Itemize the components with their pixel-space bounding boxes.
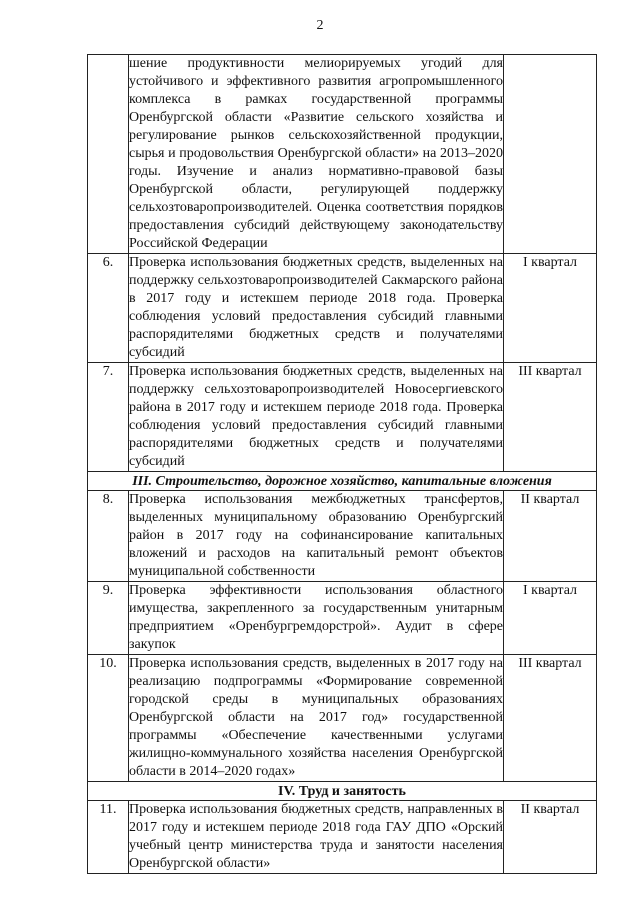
row-description: Проверка использования бюджетных средств, выделенных на поддержку сельхозтоваропроизводителей Сакмарского района в 2017 году и истекшем периоде 2018 года. Проверка соблюдения условий предоставления субсидий главными распорядителями бюджетных средств и получателями субсидий	[129, 255, 503, 360]
section-title: IV. Труд и занятость	[88, 782, 597, 801]
table-row	[88, 55, 597, 254]
row-period: II квартал	[504, 491, 597, 582]
row-description: Проверка использования межбюджетных трансфертов, выделенных муниципальному образованию Оренбургский район в 2017 году на софинансирование капитальных вложений и расходов на капитальный ремонт объектов муниципальной собственности	[129, 492, 503, 579]
section-title: III. Строительство, дорожное хозяйство, капитальные вложения	[88, 472, 597, 491]
table-row	[88, 655, 597, 782]
section-header-row	[88, 472, 597, 491]
table-row	[88, 254, 597, 363]
row-period: II квартал	[504, 801, 597, 874]
row-number: 9.	[88, 582, 129, 655]
row-description: Проверка использования средств, выделенных в 2017 году на реализацию подпрограммы «Формирование современной городской среды в муниципальных образованиях Оренбургской области на 2017 год» государственной программы «Обеспечение качественными услугами жилищно-коммунального хозяйства населения Оренбургской области в 2014–2020 годах»	[129, 656, 503, 779]
row-number	[88, 55, 129, 254]
row-description: Проверка эффективности использования областного имущества, закрепленного за государственным унитарным предприятием «Оренбургремдорстрой». Аудит в сфере закупок	[129, 583, 503, 652]
row-period	[504, 55, 597, 254]
row-description: Проверка использования бюджетных средств, направленных в 2017 году и истекшем периоде 2018 года ГАУ ДПО «Орский учебный центр министерства труда и занятости населения Оренбургской области»	[129, 802, 503, 871]
row-description: шение продуктивности мелиорируемых угодий для устойчивого и эффективного развития агропромышленного комплекса в рамках государственной программы Оренбургской области «Развитие сельского хозяйства и регулирование рынков сельскохозяйственной продукции, сырья и продовольствия Оренбургской области» на 2013–2020 годы. Изучение и анализ нормативно-правовой базы Оренбургской области, регулирующей поддержку сельхозтоваропроизводителей. Оценка соответствия порядков предоставления субсидий действующему законодательству Российской Федерации	[129, 56, 503, 251]
table-row	[88, 491, 597, 582]
row-period: I квартал	[504, 254, 597, 363]
table-row	[88, 363, 597, 472]
row-period: I квартал	[504, 582, 597, 655]
audit-plan-table	[87, 54, 597, 874]
table-row	[88, 582, 597, 655]
row-number: 10.	[88, 655, 129, 782]
row-number: 8.	[88, 491, 129, 582]
section-header-row	[88, 782, 597, 801]
row-description: Проверка использования бюджетных средств, выделенных на поддержку сельхозтоваропроизводителей Новосергиевского района в 2017 году и истекшем периоде 2018 года. Проверка соблюдения условий предоставления субсидий главными распорядителями бюджетных средств и получателями субсидий	[129, 364, 503, 469]
row-number: 7.	[88, 363, 129, 472]
row-period: III квартал	[504, 655, 597, 782]
row-number: 11.	[88, 801, 129, 874]
table-row	[88, 801, 597, 874]
row-number: 6.	[88, 254, 129, 363]
page-number: 2	[316, 18, 324, 33]
row-period: III квартал	[504, 363, 597, 472]
